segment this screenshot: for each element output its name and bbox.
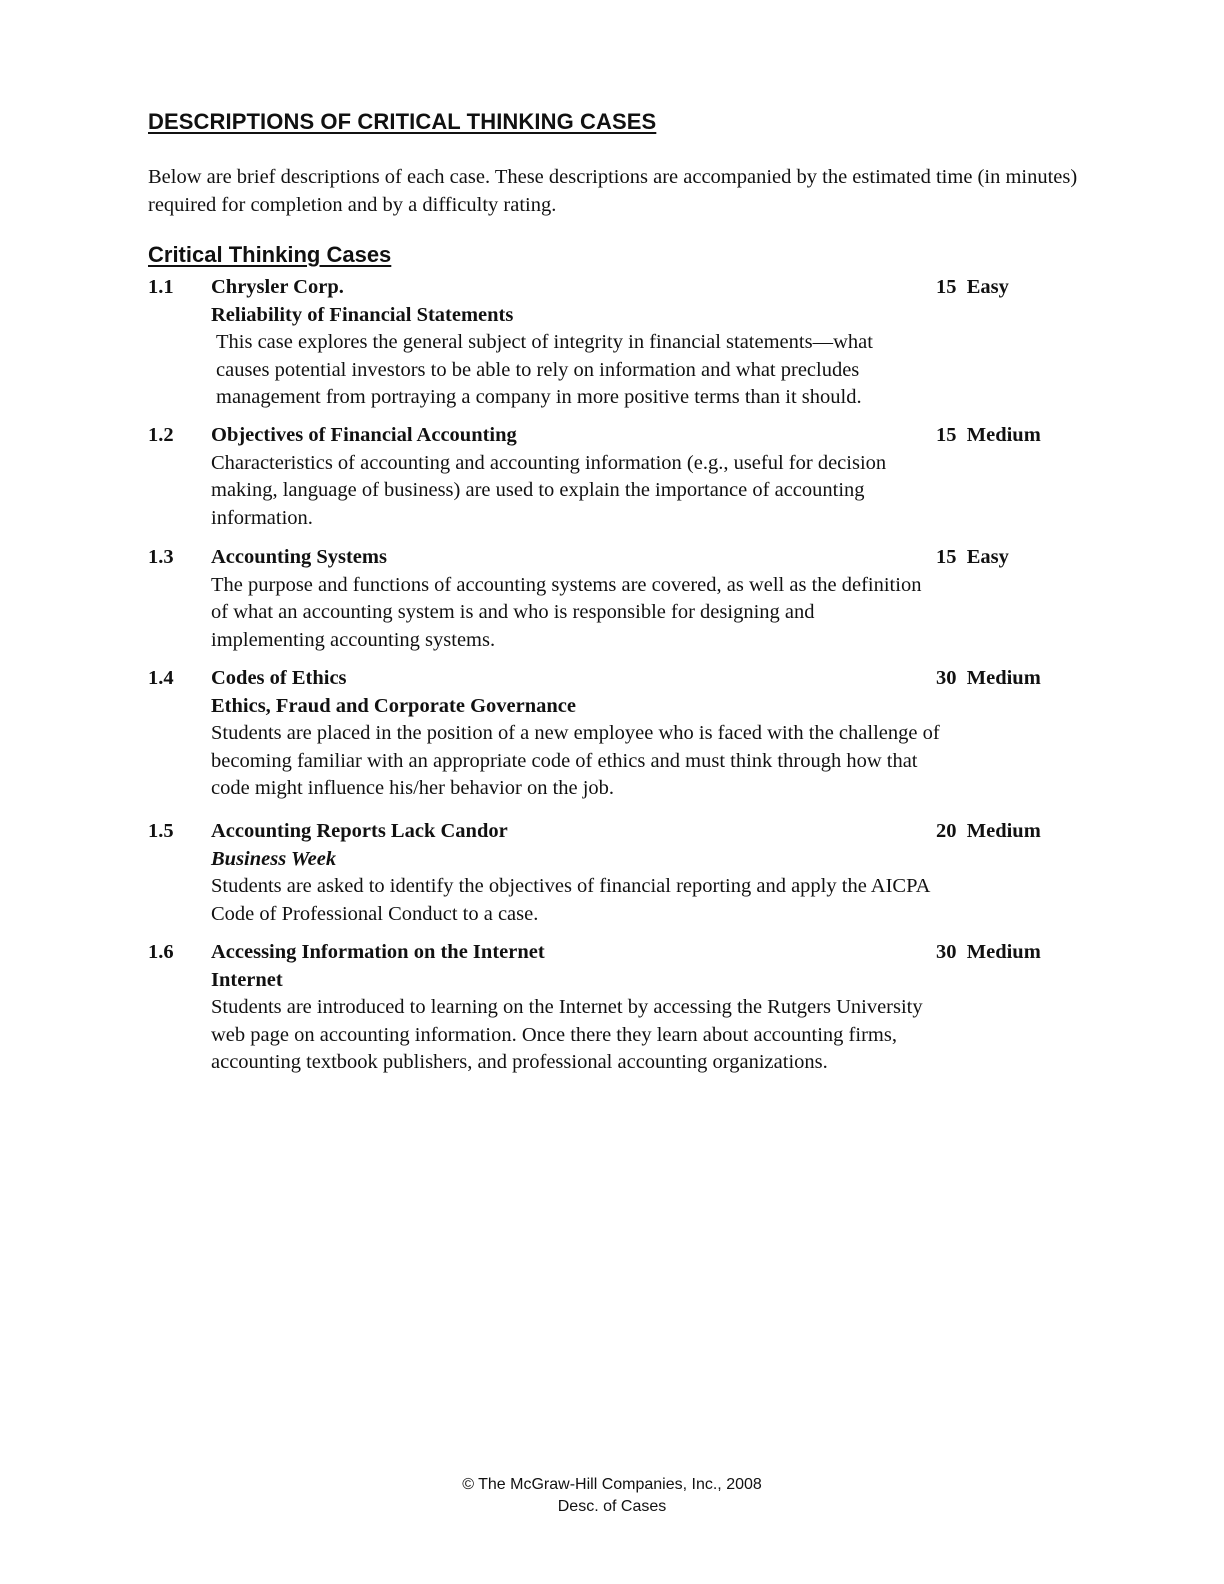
case-title: Objectives of Financial Accounting [211,424,517,446]
case-subtitle: Ethics, Fraud and Corporate Governance [211,694,576,717]
case-rating [936,274,1009,302]
case-description: Characteristics of accounting and accounting information (e.g., useful for decision making, language of business) are used to explain the importance of accounting information. [211,451,887,529]
case-number: 1.6 [148,941,174,963]
section-heading: Critical Thinking Cases [148,242,392,267]
page-footer [0,1474,1224,1518]
case-description: Students are placed in the position of a new employee who is faced with the challenge of becoming familiar with an appropriate code of ethics and must think through how that code might influence his/her behavior on the job. [211,722,940,799]
case-rating [936,939,1041,967]
case-rating [936,544,1009,572]
case-time: 30 [936,667,957,689]
page-title: DESCRIPTIONS OF CRITICAL THINKING CASES [148,109,657,134]
case-time: 20 [936,820,957,842]
case-difficulty: Medium [966,667,1041,689]
case-title: Accessing Information on the Internet [211,941,545,963]
case-rating [936,422,1041,450]
case-number: 1.5 [148,820,174,842]
case-title: Accounting Systems [211,546,387,568]
case-body [211,818,931,928]
case-title: Chrysler Corp. [211,276,344,298]
case-subtitle: Reliability of Financial Statements [211,303,514,326]
case-number: 1.4 [148,667,174,689]
case-number: 1.3 [148,546,174,568]
case-time: 15 [936,276,957,298]
case-difficulty: Medium [966,424,1041,446]
case-description: Students are introduced to learning on the Internet by accessing the Rutgers University web page on accounting information. Once there they learn about accounting firms, accounting textbook publishers, and professional accounting organizations. [211,996,923,1073]
case-body [211,939,931,1077]
case-description: The purpose and functions of accounting systems are covered, as well as the definition of what an accounting system is and who is responsible for designing and implementing accounting systems. [211,573,922,651]
case-rating [936,818,1041,846]
case-difficulty: Easy [966,546,1009,568]
case-number: 1.2 [148,424,174,446]
case-body [211,544,931,654]
case-body [211,274,931,412]
case-body [211,422,931,532]
case-difficulty: Medium [966,941,1041,963]
case-description: This case explores the general subject of integrity in financial statements—what causes potential investors to be able to rely on information and what precludes management from portraying a company in more positive terms than it should. [216,331,873,408]
case-title: Codes of Ethics [211,667,347,689]
intro-paragraph: Below are brief descriptions of each case. These descriptions are accompanied by the estimated time (in minutes) required for completion and by a difficulty rating. [148,166,1078,216]
footer-label: Desc. of Cases [557,1498,667,1515]
case-number: 1.1 [148,276,174,298]
footer-copyright: © The McGraw-Hill Companies, Inc., 2008 [462,1476,762,1493]
case-description: Students are asked to identify the objectives of financial reporting and apply the AICPA Code of Professional Conduct to a case. [211,875,930,925]
case-difficulty: Medium [966,820,1041,842]
case-rating [936,665,1041,693]
case-subtitle: Business Week [211,847,337,870]
case-body [211,665,951,803]
case-difficulty: Easy [966,276,1009,298]
case-time: 15 [936,424,957,446]
case-time: 15 [936,546,957,568]
case-time: 30 [936,941,957,963]
case-title: Accounting Reports Lack Candor [211,820,508,842]
case-subtitle: Internet [211,968,283,991]
